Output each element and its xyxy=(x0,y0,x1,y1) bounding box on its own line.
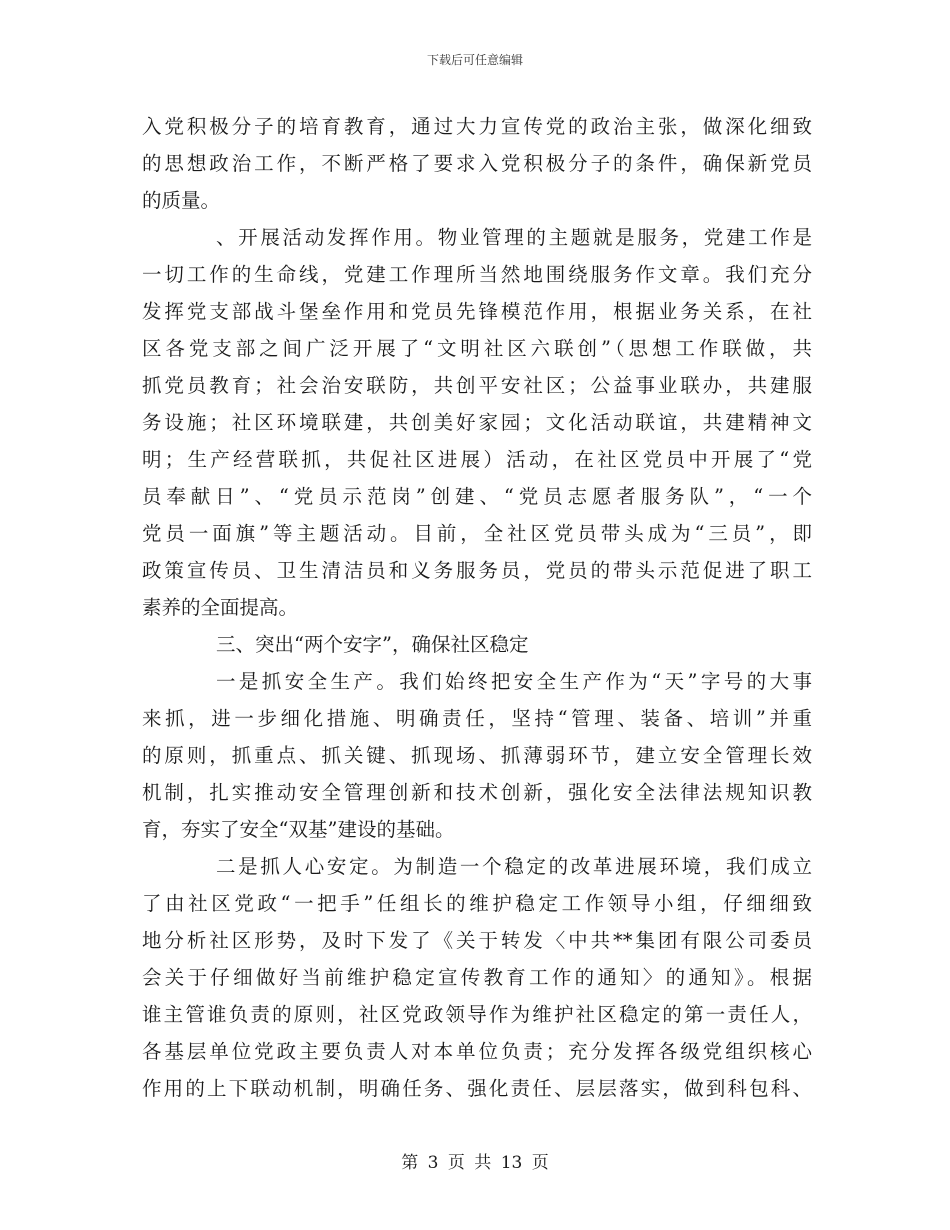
text-line: 、开展活动发挥作用。物业管理的主题就是服务，党建工作是 xyxy=(216,226,812,249)
page-header: 下载后可任意编辑 xyxy=(426,53,523,67)
text-line: 会关于仔细做好当前维护稳定宣传教育工作的通知〉的通知》。根据 xyxy=(142,966,812,989)
text-line: 一是抓安全生产。我们始终把安全生产作为“天”字号的大事 xyxy=(216,670,812,693)
text-line: 的思想政治工作，不断严格了要求入党积极分子的条件，确保新党员 xyxy=(142,152,812,175)
text-line: 的原则，抓重点、抓关键、抓现场、抓薄弱环节，建立安全管理长效 xyxy=(142,744,812,767)
text-line: 作用的上下联动机制，明确任务、强化责任、层层落实，做到科包科、 xyxy=(142,1077,812,1100)
text-line: 区各党支部之间广泛开展了“文明社区六联创”（思想工作联做，共 xyxy=(142,337,812,360)
text-line: 各基层单位党政主要负责人对本单位负责；充分发挥各级党组织核心 xyxy=(142,1040,812,1063)
text-line: 政策宣传员、卫生清洁员和义务服务员，党员的带头示范促进了职工 xyxy=(142,559,812,582)
text-line: 二是抓人心安定。为制造一个稳定的改革进展环境，我们成立 xyxy=(216,855,812,878)
page-number-footer: 第 3 页 共 13 页 xyxy=(401,1153,549,1173)
text-line: 一切工作的生命线，党建工作理所当然地围绕服务作文章。我们充分 xyxy=(142,263,812,286)
text-line: 机制，扎实推动安全管理创新和技术创新，强化安全法律法规知识教 xyxy=(142,781,812,804)
text-line: 的质量。 xyxy=(142,189,221,212)
text-line: 明；生产经营联抓，共促社区进展）活动，在社区党员中开展了“党 xyxy=(142,448,812,471)
text-line: 来抓，进一步细化措施、明确责任，坚持“管理、装备、培训”并重 xyxy=(142,707,812,730)
text-line: 入党积极分子的培育教育，通过大力宣传党的政治主张，做深化细致 xyxy=(142,115,812,138)
text-line: 发挥党支部战斗堡垒作用和党员先锋模范作用，根据业务关系，在社 xyxy=(142,300,812,323)
text-line: 谁主管谁负责的原则，社区党政领导作为维护社区稳定的第一责任人， xyxy=(142,1003,812,1026)
text-line: 员奉献日”、“党员示范岗”创建、“党员志愿者服务队”，“一个 xyxy=(142,485,812,508)
text-line: 育，夯实了安全“双基”建设的基础。 xyxy=(142,818,455,841)
text-line: 地分析社区形势，及时下发了《关于转发〈中共**集团有限公司委员 xyxy=(142,929,812,952)
text-line: 务设施；社区环境联建，共创美好家园；文化活动联谊，共建精神文 xyxy=(142,411,812,434)
text-line: 素养的全面提高。 xyxy=(142,596,299,619)
text-line: 党员一面旗”等主题活动。目前，全社区党员带头成为“三员”，即 xyxy=(142,522,812,545)
document-body xyxy=(142,108,812,1107)
text-line: 抓党员教育；社会治安联防，共创平安社区；公益事业联办，共建服 xyxy=(142,374,812,397)
text-line: 了由社区党政“一把手”任组长的维护稳定工作领导小组，仔细细致 xyxy=(142,892,812,915)
section-heading: 三、突出“两个安字”，确保社区稳定 xyxy=(216,633,529,656)
